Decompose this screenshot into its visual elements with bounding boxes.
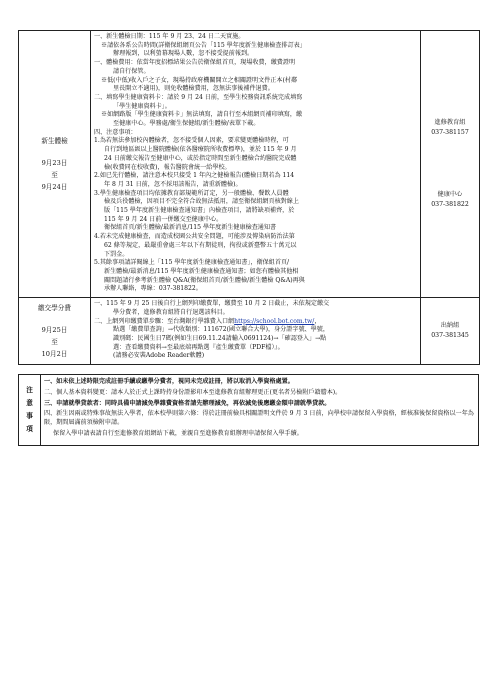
body-line: 62 條等規定，最嚴重會處三年以下有期徒刑，拘役或新臺幣五十萬元以 — [104, 241, 297, 249]
row-title-cell — [19, 298, 91, 365]
body-line: 檢(收費同在校收費)，報告醫院會統一給學校。 — [104, 163, 231, 171]
body-line: 5.其餘事項請詳閱線上「115 學年度新生健康檢查通知書」，衛保組首頁/ — [94, 259, 290, 267]
body-line: 選：查看繳費資料→至最底端再點選『產生繳費單（PDF檔）』。 — [113, 343, 284, 351]
body-line: 一、新生體檢日期：115 年 9 月 23、24 日二天實施。 — [94, 33, 245, 40]
body-line: 點選「繳費單查詢」→代收類別：111672(國立聯合大學)，身分證字號、學號， — [113, 326, 329, 334]
body-line: 1.為若無法參加校內體檢者，忽不接受個人因素，要求變更體檢時程，可 — [94, 137, 289, 145]
body-line-prefix: 二、上網列印繳費單步驟：至台灣銀行學雜費入口網 — [94, 317, 235, 325]
body-line: 檢及兵役體檢，因項目不完全符合故無法抵用，請至衛保組網頁核對線上 — [104, 198, 299, 206]
body-line: 115 年 9 月 24 日前一併繳交至健康中心。 — [104, 215, 223, 223]
row-date-start: 9月23日 — [41, 159, 68, 168]
row-title-cell — [19, 31, 91, 298]
row-title: 新生體檢 — [41, 137, 68, 146]
body-line: 承辦人聯絡，專線：037-381822。 — [104, 285, 202, 293]
body-line: ※請依各系公告時間(詳衛保組網頁公告「115 學年度新生健康檢查排訂表」 — [101, 41, 306, 49]
notes-table — [18, 374, 479, 446]
body-line: (請務必安裝Adobe Reader軟體) — [113, 352, 205, 360]
body-line: 四、注意事項： — [94, 128, 137, 136]
body-line: 下罰金。 — [104, 250, 129, 258]
body-line: ※低(中低)收入戶之子女，現場持政府機關開立之相關證明文件正本(村鄰 — [101, 76, 298, 84]
body-line: 24 日前繳交報告至健康中心，或於指定時間至新生體檢合約醫院完成體 — [104, 154, 297, 162]
body-line: 「學生健康資料卡」。 — [113, 102, 171, 110]
notes-body — [41, 375, 479, 446]
note-item: 一、如未依上述時限完成註冊手續或繳學分費者，視同未完成註冊，將以取消入學資格處置。 — [44, 378, 294, 386]
page — [18, 30, 479, 446]
body-line — [94, 318, 417, 327]
row-body-cell — [91, 31, 421, 298]
row-body-cell — [91, 298, 421, 365]
table-row — [19, 31, 480, 298]
body-line: 至健康中心。學務處/衛生保健組/新生體檢/表單下載。 — [113, 120, 260, 128]
body-line: 年 8 月 31 日前，忽不採用該報告，請重新體檢)。 — [104, 180, 242, 188]
contact-phone: 037-381822 — [431, 201, 469, 209]
notes-label-char: 注 — [26, 385, 33, 394]
body-line: 自行到地區級以上醫院體檢(依各醫療院所收費標準)，並於 115 年 9 月 — [104, 146, 297, 154]
row-date-sep: 至 — [51, 171, 58, 180]
notes-label-char: 事 — [26, 411, 33, 420]
contact-unit: 健康中心 — [437, 191, 463, 199]
contact-cell — [421, 298, 480, 365]
schedule-table — [18, 30, 480, 365]
contact-unit: 進修教育組 — [434, 119, 466, 127]
note-item: 二、個人基本資料變更：請本人於正式上課時持身份證影印本至進修教育組辦理更正(更名者另檢附戶籍謄本)。 — [44, 388, 342, 396]
note-item: 四、新生因兩或特殊事故無法入學者，依本校學則第六條：得於註冊前檢具相關證明文件於 9 月 3 日前，向學校申請保留入學資格，經核准後保留資格以一年為限，期間屆滿前須檢附申請。 — [44, 410, 474, 427]
body-line-suffix: ， — [314, 317, 321, 325]
notes-row — [19, 375, 479, 446]
body-line: 辦理報到，以利螢幕現場人數，忽不接受提前報到。 — [113, 50, 254, 58]
row-date-end: 9月24日 — [41, 183, 68, 192]
body-line: 3.學生健康檢查項目均依據教育部規範所訂定，另一般體檢、餐飲人員體 — [94, 189, 289, 197]
contact-cell — [421, 31, 480, 298]
contact-unit: 出納組 — [440, 322, 460, 330]
notes-label-char: 項 — [26, 424, 33, 433]
bank-portal-link[interactable]: https://school.bot.com.tw/ — [234, 317, 315, 325]
note-item: 三、申請就學貸款者：同時具備申請減免學雜費資格者請先辦理減免，再依減免後應繳金額申請就學貸款。 — [44, 399, 331, 407]
body-line: 版「115 學年度新生健康檢查通知書」內檢查項目，請將缺項補齊，於 — [104, 207, 295, 215]
contact-phone: 037-381345 — [431, 332, 469, 340]
body-line: 識別碼：民國生日7碼(例如生日69.11.24請輸入0691124)→「確認登入」→點 — [113, 334, 327, 342]
body-line: 學分費者，進修教育組將自行退選該科目。 — [113, 308, 229, 316]
body-line: 一、體檢費用：依當年度招標結果公告於衛保組首頁，現場收費，繳費證明 — [94, 59, 296, 67]
note-item: 保留入學申請表請自行至進修教育組網站下載，並親自至進修教育組辦理申請保留入學手續。 — [53, 430, 303, 437]
body-line: 4.若未完成健康檢查，而造成校園公共安全問題，可能涉及傳染病防治法第 — [94, 233, 295, 241]
table-row — [19, 298, 480, 365]
body-line: 一、115 年 9 月 25 日後自行上網列印繳費單，繳費至 10 月 2 日截止，未依規定繳交 — [94, 300, 330, 308]
row-date-sep: 至 — [51, 338, 58, 347]
row-date-end: 10月2日 — [41, 350, 68, 359]
body-line: ※如網路版「學生健康資料卡」無法填寫，請自行至本組網頁補印填寫，繳 — [101, 111, 303, 119]
body-line: 2.如已先行體檢，請注意本校只接受 1 年內之健檢報告(體檢日期若為 114 — [94, 172, 295, 180]
notes-label-char: 意 — [26, 398, 33, 407]
body-line: 關問題請行參考新生體檢 Q&A(衛保組首頁/新生體檢/新生體檢 Q&A)再與 — [104, 276, 305, 284]
body-line: 新生體檢/最新消息/115 學年度新生健康檢查通知書；如您有體檢其他相 — [104, 267, 299, 275]
body-line: 二、填寫學生健康資料卡：請於 9 月 24 日前，至學生校務資訊系統完成填寫 — [94, 93, 303, 101]
body-line: 衛保組首頁/新生體檢/最新消息/115 學年度新生健康檢查通知書 — [104, 224, 277, 232]
contact-phone: 037-381157 — [431, 129, 469, 137]
body-line: 請自行保管。 — [113, 67, 150, 75]
row-date-start: 9月25日 — [41, 326, 68, 335]
row-title: 繳交學分費 — [38, 304, 71, 313]
notes-label — [19, 375, 41, 446]
body-line: 里長開立不適用)，則免收體檢費用，忽無法事後補件退費。 — [113, 85, 274, 93]
